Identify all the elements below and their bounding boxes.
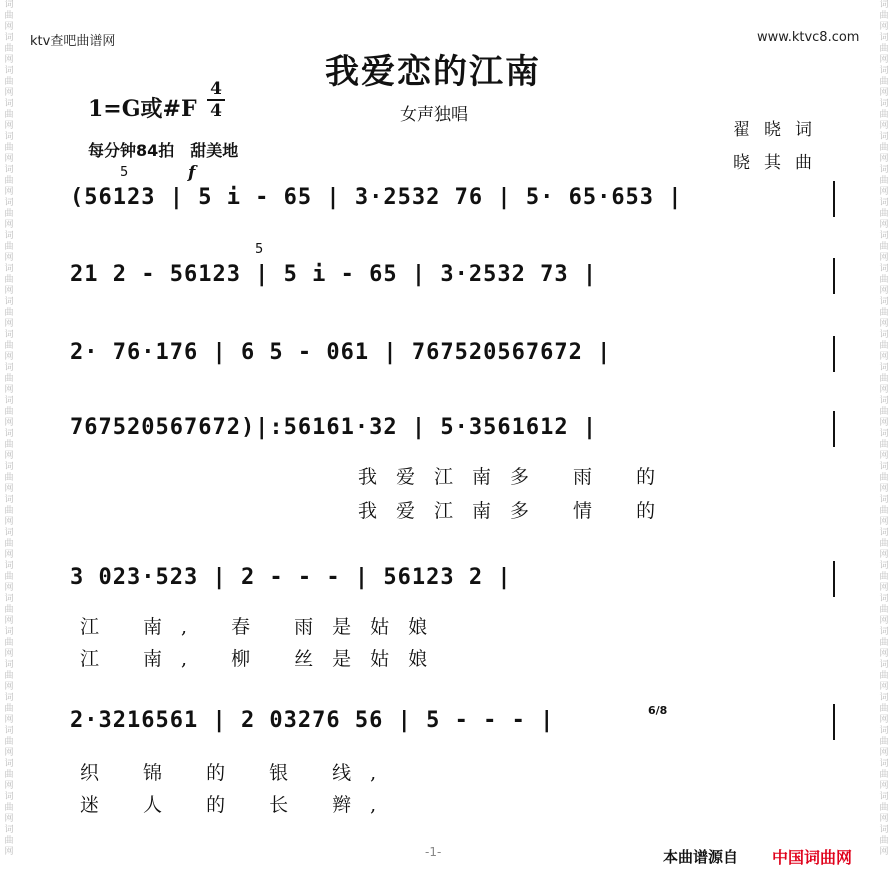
dynamic-forte: f (188, 163, 196, 183)
watermark-glyph: 网 (4, 748, 14, 758)
watermark-glyph: 曲 (4, 704, 14, 714)
watermark-glyph: 曲 (4, 605, 14, 615)
watermark-glyph: 曲 (879, 506, 889, 516)
watermark-glyph: 网 (879, 682, 889, 692)
watermark-glyph: 网 (879, 847, 889, 857)
watermark-glyph: 网 (4, 847, 14, 857)
watermark-glyph: 网 (4, 682, 14, 692)
watermark-glyph: 网 (879, 88, 889, 98)
watermark-glyph: 词 (879, 462, 889, 472)
lyric-verse1-line1: 我爱江南多 雨 的 (358, 466, 675, 488)
watermark-glyph: 词 (4, 198, 14, 208)
watermark-glyph: 网 (4, 550, 14, 560)
time-signature-top: 4 (210, 79, 222, 99)
watermark-glyph: 曲 (879, 143, 889, 153)
watermark-glyph: 曲 (879, 704, 889, 714)
watermark-glyph: 曲 (4, 737, 14, 747)
row-end-bar-3 (833, 336, 835, 372)
watermark-glyph: 词 (879, 825, 889, 835)
watermark-glyph: 词 (4, 462, 14, 472)
watermark-glyph: 词 (4, 165, 14, 175)
watermark-glyph: 网 (4, 517, 14, 527)
watermark-glyph: 词 (4, 825, 14, 835)
watermark-glyph: 词 (4, 528, 14, 538)
source-label: 本曲谱源自 (663, 848, 739, 866)
watermark-glyph: 词 (879, 759, 889, 769)
lyric-verse2-line1: 我爱江南多 情 的 (358, 500, 675, 522)
watermark-glyph: 网 (879, 220, 889, 230)
watermark-glyph: 词 (4, 792, 14, 802)
watermark-glyph: 曲 (879, 770, 889, 780)
watermark-glyph: 网 (879, 814, 889, 824)
score-row-2 (70, 242, 850, 322)
page-number: -1- (425, 845, 442, 859)
notation-row-2: 21 2 - 56123 | 5 i - 65 | 3·2532 73 | (70, 262, 598, 287)
watermark-glyph: 曲 (879, 308, 889, 318)
watermark-glyph: 曲 (879, 176, 889, 186)
header-right-site[interactable]: www.ktvc8.com (757, 30, 860, 45)
source-brand-link[interactable]: 中国词曲网 (772, 848, 853, 867)
watermark-glyph: 网 (879, 649, 889, 659)
lyric-verse2-line3: 迷 人 的 长 辫, (80, 794, 396, 816)
watermark-glyph: 词 (879, 66, 889, 76)
watermark-glyph: 网 (879, 748, 889, 758)
watermark-glyph: 网 (879, 22, 889, 32)
watermark-glyph: 曲 (4, 473, 14, 483)
watermark-glyph: 词 (879, 528, 889, 538)
watermark-glyph: 网 (879, 451, 889, 461)
watermark-glyph: 网 (879, 385, 889, 395)
watermark-glyph: 词 (879, 264, 889, 274)
watermark-glyph: 词 (879, 198, 889, 208)
watermark-glyph: 词 (879, 429, 889, 439)
watermark-glyph: 曲 (879, 44, 889, 54)
watermark-glyph: 词 (879, 99, 889, 109)
watermark-glyph: 曲 (879, 77, 889, 87)
watermark-glyph: 网 (879, 319, 889, 329)
watermark-glyph: 曲 (4, 275, 14, 285)
notation-row-3: 2· 76·176 | 6 5 - 061 | 767520567672 | (70, 340, 612, 365)
watermark-glyph: 词 (879, 726, 889, 736)
watermark-glyph: 词 (4, 396, 14, 406)
watermark-glyph: 网 (4, 418, 14, 428)
watermark-glyph: 网 (4, 187, 14, 197)
meter-change-mark: 6/8 (648, 704, 668, 717)
watermark-glyph: 曲 (879, 473, 889, 483)
watermark-glyph: 曲 (4, 77, 14, 87)
key-signature: 1=G或#F (88, 96, 197, 122)
watermark-glyph: 曲 (879, 671, 889, 681)
tempo-marking: 每分钟84拍 甜美地 (88, 141, 239, 160)
watermark-glyph: 网 (879, 715, 889, 725)
watermark-glyph: 词 (879, 792, 889, 802)
tuplet-mark: 5 (255, 242, 264, 257)
watermark-glyph: 词 (879, 561, 889, 571)
watermark-glyph: 网 (879, 517, 889, 527)
watermark-glyph: 网 (4, 352, 14, 362)
watermark-glyph: 曲 (4, 836, 14, 846)
watermark-glyph: 词 (879, 165, 889, 175)
row-end-bar-2 (833, 258, 835, 294)
watermark-glyph: 网 (4, 385, 14, 395)
watermark-glyph: 词 (4, 363, 14, 373)
watermark-glyph: 曲 (4, 341, 14, 351)
notation-row-5: 3 023·523 | 2 - - - | 56123 2 | (70, 565, 512, 590)
watermark-glyph: 曲 (4, 671, 14, 681)
lyric-verse1-line2: 江 南, 春 雨是姑娘 (80, 616, 447, 638)
watermark-glyph: 曲 (4, 803, 14, 813)
watermark-glyph: 词 (4, 726, 14, 736)
watermark-glyph: 曲 (4, 440, 14, 450)
watermark-glyph: 网 (879, 616, 889, 626)
watermark-glyph: 曲 (879, 803, 889, 813)
notation-row-4: 767520567672)|:56161·32 | 5·3561612 | (70, 415, 598, 440)
watermark-glyph: 曲 (4, 308, 14, 318)
header-left-site[interactable]: ktv查吧曲谱网 (30, 34, 116, 49)
watermark-glyph: 词 (4, 297, 14, 307)
watermark-glyph: 词 (4, 66, 14, 76)
watermark-glyph: 词 (879, 495, 889, 505)
watermark-glyph: 网 (4, 22, 14, 32)
watermark-glyph: 词 (879, 660, 889, 670)
watermark-glyph: 词 (879, 693, 889, 703)
lyric-verse1-line3: 织 锦 的 银 线, (80, 762, 396, 784)
watermark-glyph: 网 (4, 154, 14, 164)
watermark-glyph: 曲 (879, 275, 889, 285)
watermark-glyph: 网 (4, 88, 14, 98)
watermark-glyph: 词 (4, 759, 14, 769)
watermark-glyph: 曲 (4, 209, 14, 219)
watermark-glyph: 网 (4, 781, 14, 791)
watermark-glyph: 曲 (879, 110, 889, 120)
watermark-glyph: 网 (4, 583, 14, 593)
lyricist-credit: 翟晓词 (733, 120, 826, 140)
watermark-glyph: 词 (4, 99, 14, 109)
watermark-glyph: 词 (4, 660, 14, 670)
watermark-glyph: 网 (879, 550, 889, 560)
watermark-glyph: 词 (4, 594, 14, 604)
watermark-glyph: 词 (4, 495, 14, 505)
time-signature (205, 80, 227, 120)
watermark-glyph: 词 (4, 627, 14, 637)
watermark-glyph: 词 (4, 264, 14, 274)
notation-row-6: 2·3216561 | 2 03276 56 | 5 - - - | (70, 708, 555, 733)
watermark-glyph: 网 (4, 286, 14, 296)
composer-credit: 晓其曲 (733, 153, 826, 173)
watermark-glyph: 词 (879, 0, 889, 10)
row-end-bar-4 (833, 411, 835, 447)
watermark-glyph: 词 (4, 693, 14, 703)
song-title: 我爱恋的江南 (325, 52, 541, 92)
watermark-glyph: 网 (879, 781, 889, 791)
watermark-glyph: 网 (4, 451, 14, 461)
watermark-glyph: 网 (4, 121, 14, 131)
watermark-left (0, 0, 18, 894)
watermark-glyph: 曲 (4, 44, 14, 54)
watermark-glyph: 网 (879, 55, 889, 65)
watermark-glyph: 曲 (879, 605, 889, 615)
watermark-glyph: 曲 (4, 638, 14, 648)
watermark-glyph: 词 (879, 330, 889, 340)
watermark-glyph: 网 (4, 715, 14, 725)
watermark-glyph: 词 (879, 33, 889, 43)
row-end-bar-6 (833, 704, 835, 740)
time-signature-bottom: 4 (210, 101, 222, 121)
watermark-glyph: 曲 (4, 374, 14, 384)
watermark-glyph: 词 (4, 0, 14, 10)
watermark-glyph: 网 (879, 187, 889, 197)
watermark-glyph: 词 (4, 561, 14, 571)
watermark-glyph: 曲 (4, 407, 14, 417)
row-end-bar-5 (833, 561, 835, 597)
watermark-glyph: 曲 (879, 374, 889, 384)
watermark-glyph: 曲 (879, 242, 889, 252)
watermark-glyph: 网 (4, 253, 14, 263)
watermark-glyph: 网 (4, 319, 14, 329)
watermark-glyph: 网 (879, 154, 889, 164)
watermark-glyph: 曲 (879, 638, 889, 648)
watermark-glyph: 网 (4, 649, 14, 659)
watermark-glyph: 词 (4, 330, 14, 340)
watermark-glyph: 网 (879, 418, 889, 428)
watermark-glyph: 曲 (879, 440, 889, 450)
watermark-glyph: 曲 (879, 572, 889, 582)
watermark-glyph: 曲 (4, 506, 14, 516)
watermark-glyph: 曲 (879, 11, 889, 21)
watermark-glyph: 网 (879, 286, 889, 296)
watermark-glyph: 词 (4, 231, 14, 241)
watermark-glyph: 词 (4, 429, 14, 439)
watermark-glyph: 曲 (4, 242, 14, 252)
watermark-glyph: 曲 (879, 209, 889, 219)
tuplet-mark: 5 (120, 165, 129, 180)
watermark-glyph: 词 (879, 297, 889, 307)
watermark-glyph: 曲 (4, 143, 14, 153)
song-subtitle: 女声独唱 (400, 105, 468, 125)
watermark-glyph: 网 (4, 220, 14, 230)
watermark-glyph: 词 (4, 132, 14, 142)
watermark-right (875, 0, 893, 894)
watermark-glyph: 网 (879, 583, 889, 593)
watermark-glyph: 曲 (879, 539, 889, 549)
watermark-glyph: 词 (879, 594, 889, 604)
watermark-glyph: 词 (4, 33, 14, 43)
watermark-glyph: 网 (4, 616, 14, 626)
watermark-glyph: 网 (879, 352, 889, 362)
score-row-3 (70, 340, 850, 400)
watermark-glyph: 词 (879, 396, 889, 406)
watermark-glyph: 网 (879, 484, 889, 494)
watermark-glyph: 曲 (879, 341, 889, 351)
watermark-glyph: 网 (879, 121, 889, 131)
watermark-glyph: 词 (879, 363, 889, 373)
watermark-glyph: 网 (4, 55, 14, 65)
watermark-glyph: 曲 (879, 407, 889, 417)
watermark-glyph: 网 (4, 484, 14, 494)
watermark-glyph: 曲 (4, 539, 14, 549)
notation-row-1: (56123 | 5 i - 65 | 3·2532 76 | 5· 65·653 | (70, 185, 683, 210)
watermark-glyph: 曲 (4, 11, 14, 21)
row-end-bar-1 (833, 181, 835, 217)
watermark-glyph: 网 (4, 814, 14, 824)
watermark-glyph: 曲 (4, 176, 14, 186)
watermark-glyph: 词 (879, 231, 889, 241)
watermark-glyph: 曲 (4, 110, 14, 120)
watermark-glyph: 曲 (4, 770, 14, 780)
watermark-glyph: 曲 (879, 836, 889, 846)
watermark-glyph: 曲 (879, 737, 889, 747)
watermark-glyph: 词 (879, 627, 889, 637)
lyric-verse2-line2: 江 南, 柳 丝是姑娘 (80, 648, 447, 670)
watermark-glyph: 网 (879, 253, 889, 263)
watermark-glyph: 曲 (4, 572, 14, 582)
watermark-glyph: 词 (879, 132, 889, 142)
